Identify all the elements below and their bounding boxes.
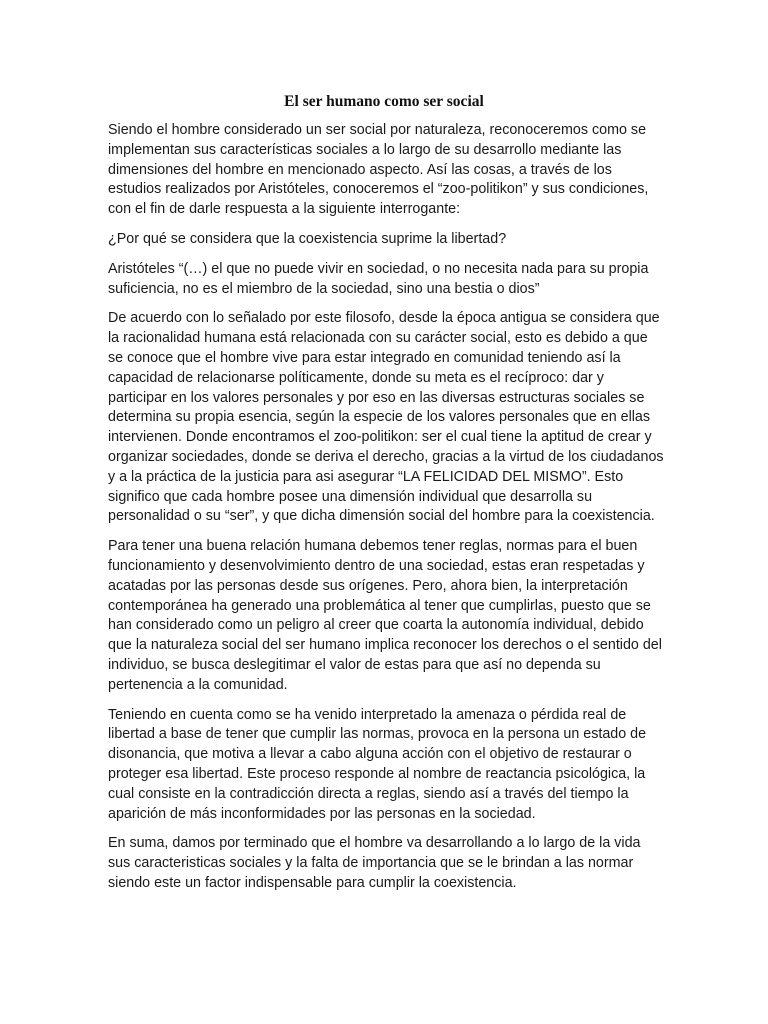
document-body [108,121,664,894]
paragraph-zoo-politikon: De acuerdo con lo señalado por este filosofo, desde la época antigua se considera que la racionalidad humana está relacionada con su carácter social, esto es debido a que se conoce que el hombre vive para estar integrado en comunidad teniendo así la capacidad de relacionarse políticamente, donde su meta es el recíproco: dar y participar en los valores personales y por eso en las diversas estructuras sociales se determina su propia esencia, según la especie de los valores personales que en ellas intervienen. Donde encontramos el zoo-politikon: ser el cual tiene la aptitud de crear y organizar sociedades, donde se deriva el derecho, gracias a la virtud de los ciudadanos y a la práctica de la justicia para asi asegurar “LA FELICIDAD DEL MISMO”. Esto significo que cada hombre posee una dimensión individual que desarrolla su personalidad o su “ser”, y que dicha dimensión social del hombre para la coexistencia. [108,310,664,525]
document-title: El ser humano como ser social [284,93,484,110]
paragraph-intro: Siendo el hombre considerado un ser social por naturaleza, reconoceremos como se implementan sus características sociales a lo largo de su desarrollo mediante las dimensiones del hombre en mencionado aspecto. Así las cosas, a través de los estudios realizados por Aristóteles, conoceremos el “zoo-politikon” y sus condiciones, con el fin de darle respuesta a la siguiente interrogante: [108,122,649,218]
paragraph-conclusion: En suma, damos por terminado que el hombre va desarrollando a lo largo de la vida sus caracteristicas sociales y la falta de importancia que se le brindan a las normar siendo este un factor indispensable para cumplir la coexistencia. [108,835,641,891]
paragraph-rules: Para tener una buena relación humana debemos tener reglas, normas para el buen funcionamiento y desenvolvimiento dentro de una sociedad, estas eran respetadas y acatadas por las personas desde sus orígenes. Pero, ahora bien, la interpretación contemporánea ha generado una problemática al tener que cumplirlas, puesto que se han considerado como un peligro al creer que coarta la autonomía individual, debido que la naturaleza social del ser humano implica reconocer los derechos o el sentido del individuo, se busca deslegitimar el valor de estas para que así no dependa su pertenencia a la comunidad. [108,538,662,693]
paragraph-reactance: Teniendo en cuenta como se ha venido interpretado la amenaza o pérdida real de libertad a base de tener que cumplir las normas, provoca en la persona un estado de disonancia, que motiva a llevar a cabo alguna acción con el objetivo de restaurar o proteger esa libertad. Este proceso responde al nombre de reactancia psicológica, la cual consiste en la contradicción directa a reglas, siendo así a través del tiempo la aparición de más inconformidades por las personas en la sociedad. [108,706,647,822]
paragraph-quote: Aristóteles “(…) el que no puede vivir en sociedad, o no necesita nada para su propia suficiencia, no es el miembro de la sociedad, sino una bestia o dios” [108,260,649,297]
paragraph-question: ¿Por qué se considera que la coexistencia suprime la libertad? [108,230,507,247]
